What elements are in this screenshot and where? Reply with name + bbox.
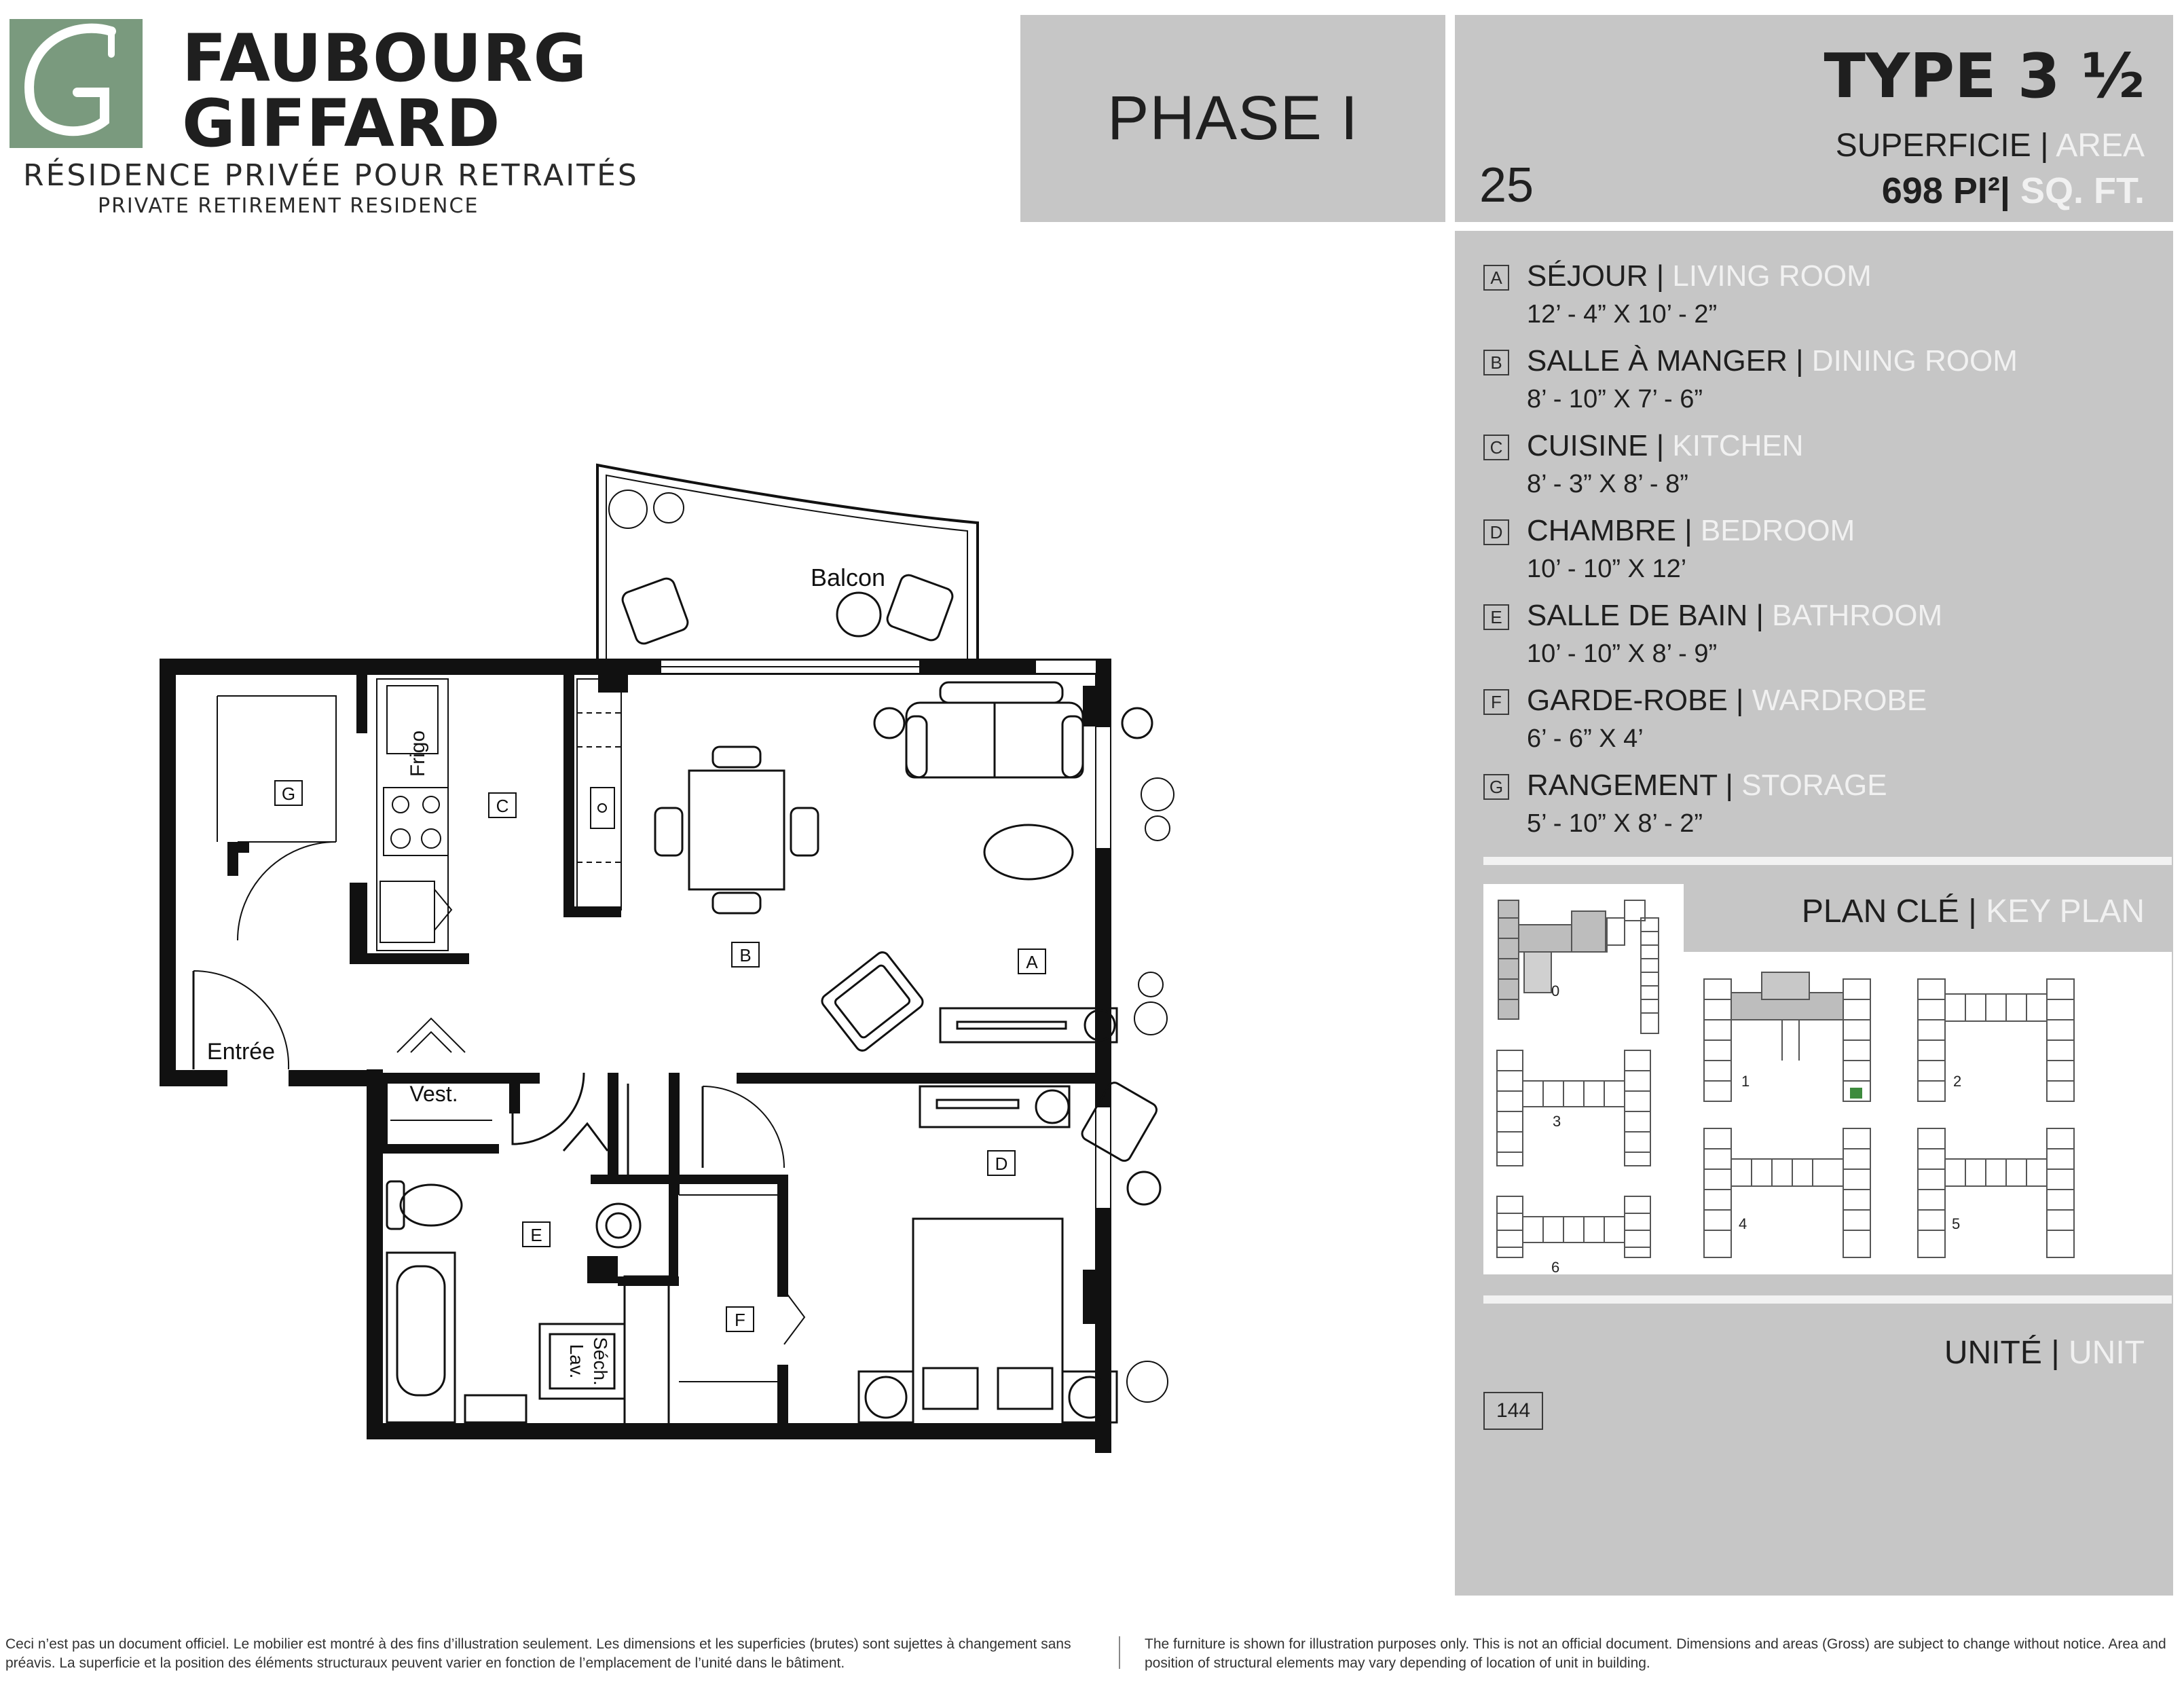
plan-room-letter-g: G [281,784,296,804]
key-plan-title-en: KEY PLAN [1986,894,2145,929]
key-plan-label-5: 5 [1952,1215,1961,1232]
footer-separator [1119,1636,1120,1669]
panel-divider [1483,857,2172,865]
kitchen-counter [377,679,451,951]
room-name: SALLE DE BAIN | BATHROOM [1527,599,1943,632]
room-name-fr: SALLE DE BAIN [1527,599,1748,632]
key-plan-label-2: 2 [1953,1073,1962,1090]
unit-title-fr: UNITÉ [1944,1335,2042,1371]
room-letter-badge: F [1483,689,1509,715]
room-dimensions: 8’ - 10” X 7’ - 6” [1527,385,1703,413]
plan-room-badges [275,781,1045,1331]
key-plan-label-6: 6 [1551,1259,1560,1276]
area-value-separator: | [1999,170,2010,211]
area-value-fr: 698 PI² [1881,170,2000,211]
room-name-en: BEDROOM [1700,514,1855,547]
room-letter-badge: A [1483,265,1509,291]
area-label-fr: SUPERFICIE [1835,128,2031,164]
phase-box [1020,15,1445,222]
dishwasher [380,881,434,942]
area-label-en: AREA [2056,128,2145,164]
area-unit-en: SQ. FT. [2020,170,2145,211]
room-legend-panel [1455,231,2173,1596]
interior-walls [227,672,1096,1426]
area-value [1882,170,2145,212]
plan-label-vestibule: Vest. [409,1082,458,1106]
balcony-outline [597,465,978,659]
room-name-fr: CUISINE [1527,429,1648,462]
room-dimensions: 10’ - 10” X 12’ [1527,555,1687,583]
dining-table [655,747,818,913]
plan-room-letter-e: E [530,1225,542,1245]
bedroom-furniture [859,1080,1160,1429]
room-dimensions: 5’ - 10” X 8’ - 2” [1527,809,1703,838]
room-letter-badge: B [1483,350,1509,375]
room-name-en: LIVING ROOM [1672,259,1872,293]
room-letter-badge: D [1483,519,1509,545]
key-plan-label-3: 3 [1553,1113,1561,1130]
bathroom-fixtures [387,1073,669,1426]
disclaimer-fr: Ceci n’est pas un document officiel. Le mobilier est montré à des fins d’illustration seulement. Les dimensions et les superficies (brutes) sont sujettes à changement sans préavis. La superficie et la position des éléments structuraux peuvent varier en fonction de l’emplacement de l’unité dans le bâtiment. [5,1636,1071,1671]
plan-label-dryer: Séch. [590,1337,611,1386]
unit-type-box [1455,15,2173,222]
plan-room-letter-a: A [1026,952,1038,972]
room-dimensions: 8’ - 3” X 8’ - 8” [1527,470,1688,498]
logo-subtitle-fr: RÉSIDENCE PRIVÉE POUR RETRAITÉS [23,158,639,193]
kitchen-island [577,679,621,910]
room-name-fr: RANGEMENT [1527,769,1718,802]
side-table [1122,708,1152,738]
logo-name [182,20,588,162]
room-letter-badge: G [1483,774,1509,800]
floor-plan-drawing [153,455,1225,1453]
key-plan-diagram [1483,877,2172,1285]
room-name: SALLE À MANGER | DINING ROOM [1527,344,2018,378]
key-plan-title-fr: PLAN CLÉ [1801,894,1959,929]
side-table [874,708,904,738]
plan-label-entrance: Entrée [206,1039,276,1065]
coffee-table [984,825,1073,879]
disclaimer-en: The furniture is shown for illustration purposes only. This is not an official document. Dimensions and areas (Gross) are subject to change without notice. Area and position of structural elements may vary depending of location of unit in building. [1145,1636,2166,1671]
unit-type-title: TYPE 3 ½ [1824,41,2145,112]
unit-type-number: 25 [1479,158,1534,213]
room-dimensions: 12’ - 4” X 10’ - 2” [1527,300,1718,329]
balcony-furniture [621,573,955,646]
area-label [1836,127,2145,164]
key-plan-label-0: 0 [1551,982,1560,999]
plan-room-letter-d: D [995,1154,1008,1174]
area-label-separator: | [2040,128,2049,164]
logo-name-line2: GIFFARD [182,86,501,162]
room-name-en: WARDROBE [1752,684,1927,717]
room-name-en: STORAGE [1741,769,1887,802]
room-name: GARDE-ROBE | WARDROBE [1527,684,1927,717]
room-name-fr: CHAMBRE [1527,514,1677,547]
plan-room-letter-c: C [496,796,509,816]
unit-title: UNITÉ | UNIT [1944,1335,2145,1371]
room-name: SÉJOUR | LIVING ROOM [1527,259,1872,293]
room-name: CHAMBRE | BEDROOM [1527,514,1855,547]
room-name: RANGEMENT | STORAGE [1527,769,1887,802]
room-dimensions: 10’ - 10” X 8’ - 9” [1527,640,1718,668]
key-plan-label-1: 1 [1741,1073,1750,1090]
plan-label-fridge: Frigo [407,730,429,777]
living-armchair [819,950,925,1054]
brand-logo [10,19,639,223]
plan-label-washer: Lav. [566,1344,587,1379]
room-name: CUISINE | KITCHEN [1527,429,1804,462]
unit-title-en: UNIT [2069,1335,2145,1371]
living-sofa [906,682,1083,777]
room-name-fr: GARDE-ROBE [1527,684,1728,717]
tv-stand [940,1008,1117,1042]
room-name-en: DINING ROOM [1811,344,2018,378]
room-name-fr: SALLE À MANGER [1527,344,1788,378]
room-letter-badge: C [1483,435,1509,460]
logo-name-line1: FAUBOURG [182,20,588,96]
key-plan-label-4: 4 [1739,1215,1747,1232]
unit-number-badge: 144 [1483,1392,1543,1430]
plan-label-balcony: Balcon [810,564,886,591]
plan-room-letter-b: B [739,945,752,965]
phase-label: PHASE I [1107,84,1358,153]
panel-divider [1483,1295,2172,1304]
faubourg-giffard-logo-mark [10,19,143,148]
key-plan-title: PLAN CLÉ | KEY PLAN [1801,894,2145,929]
room-name-fr: SÉJOUR [1527,259,1648,293]
key-plan-unit-highlight [1850,1088,1862,1099]
plan-room-letter-f: F [735,1310,745,1330]
room-name-en: KITCHEN [1672,429,1804,462]
storage-closet [217,696,336,940]
bedroom-door-swing [703,1086,784,1168]
logo-subtitle-en: PRIVATE RETIREMENT RESIDENCE [98,194,479,218]
room-letter-badge: E [1483,604,1509,630]
room-dimensions: 6’ - 6” X 4’ [1527,724,1644,753]
room-name-en: BATHROOM [1772,599,1943,632]
